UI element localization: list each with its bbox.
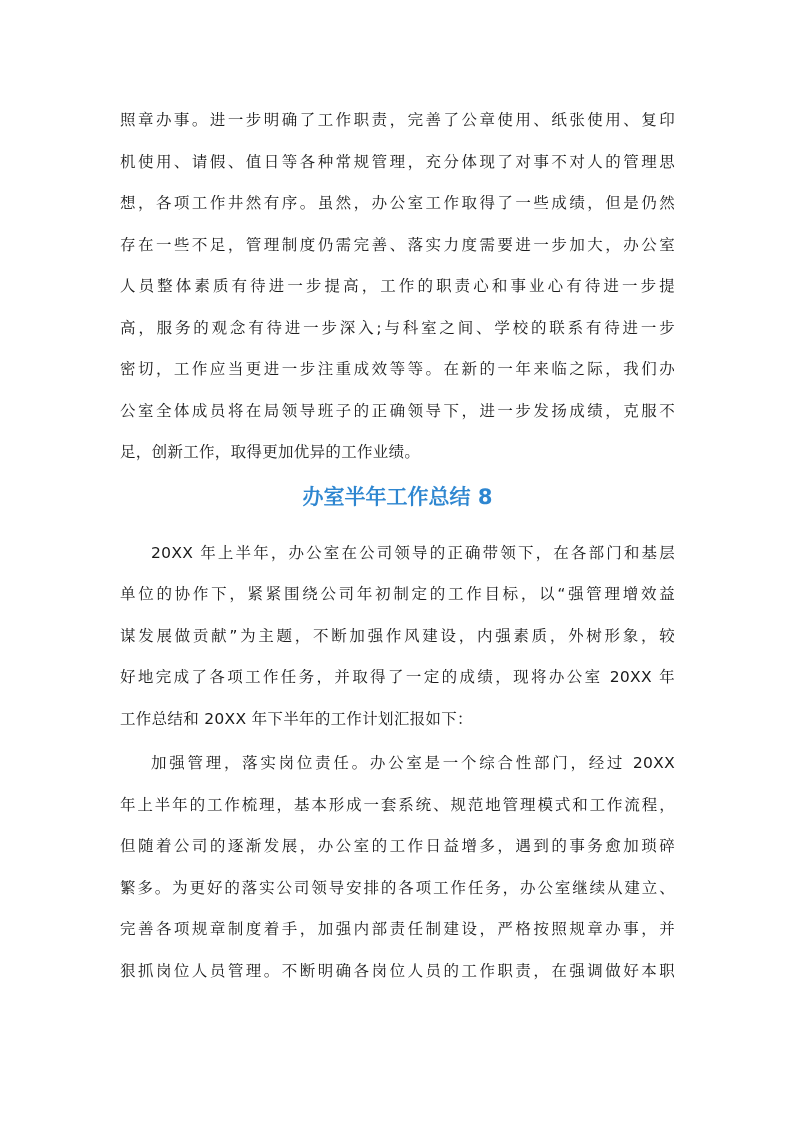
text-line: 机使用、请假、值日等各种常规管理，充分体现了对事不对人的管理思 bbox=[120, 152, 675, 171]
text-line: 密切，工作应当更进一步注重成效等等。在新的一年来临之际，我们办 bbox=[120, 360, 675, 378]
text-line: 完善各项规章制度着手，加强内部责任制建设，严格按照规章办事，并 bbox=[120, 920, 675, 939]
text-line: 存在一些不足，管理制度仍需完善、落实力度需要进一步加大，办公室 bbox=[120, 235, 675, 254]
text-line: 加强管理，落实岗位责任。办公室是一个综合性部门，经过 20XX bbox=[151, 754, 675, 773]
text-line: 20XX 年上半年，办公室在公司领导的正确带领下，在各部门和基层 bbox=[151, 543, 675, 562]
text-line: 照章办事。进一步明确了工作职责，完善了公章使用、纸张使用、复印 bbox=[120, 111, 675, 129]
paragraph-two bbox=[120, 533, 675, 741]
text-line: 想，各项工作井然有序。虽然，办公室工作取得了一些成绩，但是仍然 bbox=[120, 194, 675, 212]
text-line: 年上半年的工作梳理，基本形成一套系统、规范地管理模式和工作流程， bbox=[120, 795, 675, 814]
text-line: 繁多。为更好的落实公司领导安排的各项工作任务，办公室继续从建立、 bbox=[120, 878, 675, 897]
text-line: 高，服务的观念有待进一步深入;与科室之间、学校的联系有待进一步 bbox=[120, 318, 675, 337]
section-title: 办室半年工作总结 8 bbox=[302, 484, 493, 509]
text-line: 谋发展做贡献”为主题，不断加强作风建设，内强素质，外树形象，较 bbox=[120, 626, 675, 645]
text-line: 好地完成了各项工作任务，并取得了一定的成绩，现将办公室 20XX 年 bbox=[120, 668, 675, 687]
paragraph-three bbox=[120, 743, 675, 992]
text-line: 狠抓岗位人员管理。不断明确各岗位人员的工作职责，在强调做好本职 bbox=[120, 961, 675, 980]
text-line: 人员整体素质有待进一步提高，工作的职责心和事业心有待进一步提 bbox=[120, 277, 675, 295]
text-line: 工作总结和 20XX 年下半年的工作计划汇报如下： bbox=[120, 709, 473, 728]
text-line: 但随着公司的逐渐发展，办公室的工作日益增多，遇到的事务愈加琐碎 bbox=[120, 837, 675, 856]
text-line: 单位的协作下，紧紧围绕公司年初制定的工作目标，以“强管理增效益 bbox=[120, 585, 675, 604]
text-line: 公室全体成员将在局领导班子的正确领导下，进一步发扬成绩，克服不 bbox=[120, 401, 675, 420]
text-line: 足，创新工作，取得更加优异的工作业绩。 bbox=[120, 443, 421, 461]
intro-paragraph bbox=[120, 100, 675, 474]
document-body bbox=[120, 100, 675, 992]
